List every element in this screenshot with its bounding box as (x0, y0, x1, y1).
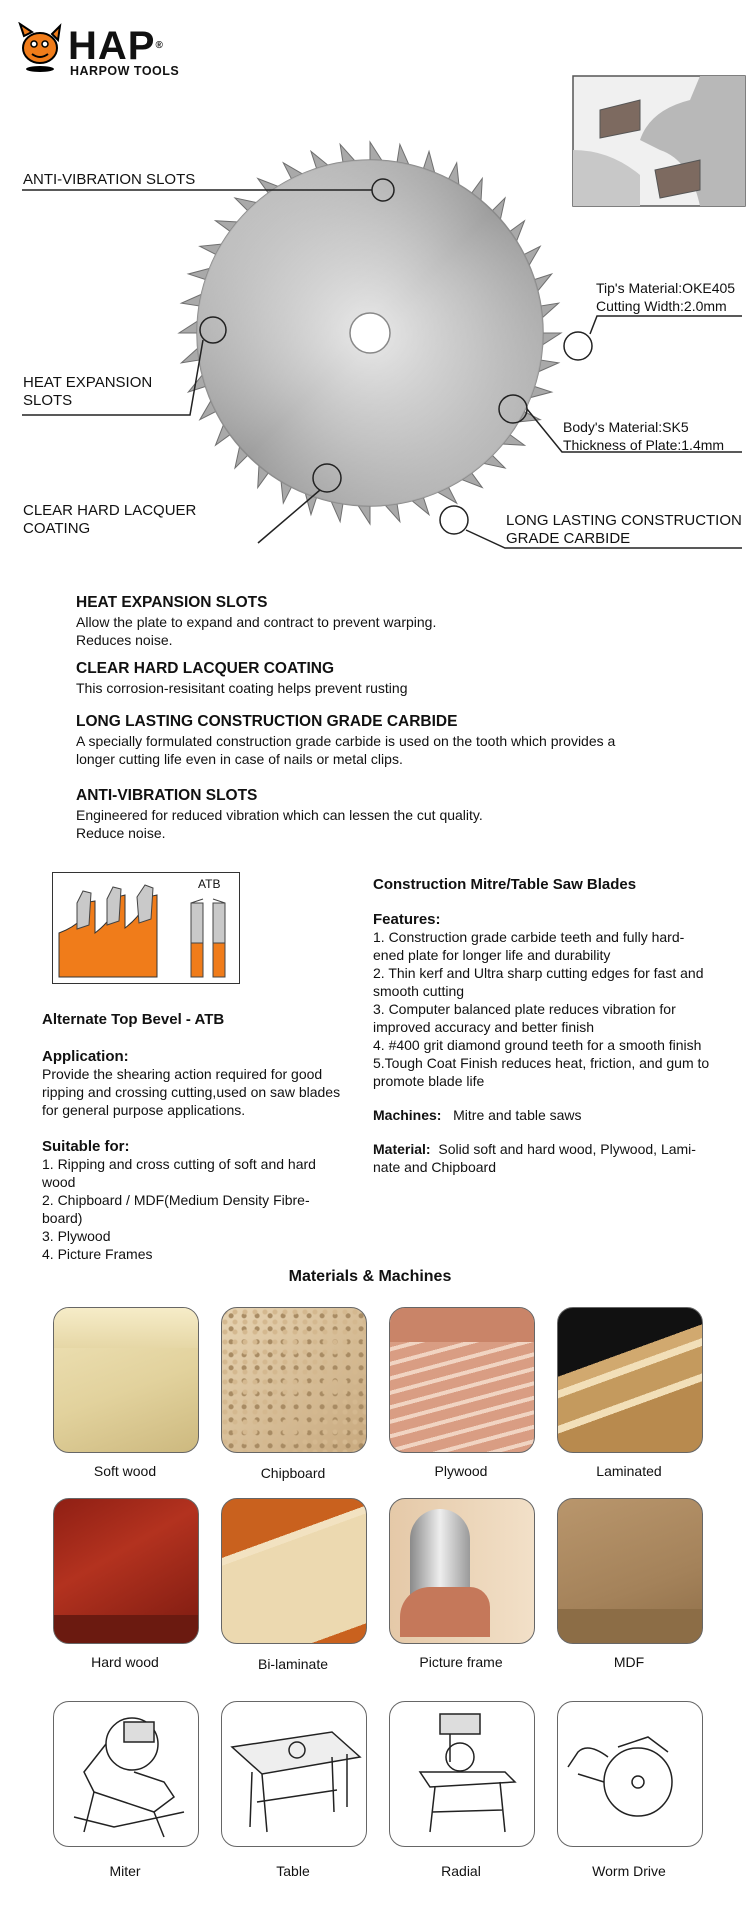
callout-body-material: Body's Material:SK5 Thickness of Plate:1.4mm (563, 419, 725, 453)
hard-wood-image (53, 1498, 199, 1644)
atb-label: ATB (198, 877, 221, 891)
machine-label-miter: Miter (109, 1863, 141, 1879)
application-heading: Application: (42, 1048, 129, 1065)
carbide-marker (440, 506, 468, 534)
callout-anti-vibration: ANTI-VIBRATION SLOTS (23, 171, 196, 188)
materials-section-title: Materials & Machines (288, 1268, 452, 1285)
table-saw-image (221, 1701, 367, 1847)
radial-saw-icon (390, 1702, 534, 1846)
mdf-image (557, 1498, 703, 1644)
plywood-image (389, 1307, 535, 1453)
atb-application: Application: Provide the shearing action required for good ripping and crossing cutting,used on saw blades for general purpose applications. (42, 1048, 372, 1119)
feature-anti-vibration: ANTI-VIBRATION SLOTS Engineered for reduced vibration which can lessen the cut quality. Reduce noise. (76, 787, 483, 841)
atb-title: Alternate Top Bevel - ATB (42, 1011, 225, 1028)
material-label-picture-frame: Picture frame (419, 1654, 503, 1670)
brand-name: HAP (68, 24, 156, 68)
material-label-soft-wood: Soft wood (93, 1463, 157, 1479)
feature-lacquer: CLEAR HARD LACQUER COATING This corrosion-resisitant coating helps prevent rusting (76, 660, 408, 696)
radial-saw-image (389, 1701, 535, 1847)
chipboard-image (221, 1307, 367, 1453)
material-label-mdf: MDF (613, 1654, 645, 1670)
features-heading: Features: (373, 911, 441, 928)
callout-heat-expansion: HEAT EXPANSION SLOTS (23, 374, 153, 409)
bi-laminate-image (221, 1498, 367, 1644)
material-label-hard-wood: Hard wood (91, 1654, 159, 1670)
tip-material-marker (564, 332, 592, 360)
material-label-bi-laminate: Bi-laminate (257, 1656, 329, 1672)
tooth-detail-inset (573, 76, 745, 206)
brand-tagline: HARPOW TOOLS (70, 64, 180, 78)
callout-lacquer: CLEAR HARD LACQUER COATING (23, 502, 197, 537)
feature-heat-expansion: HEAT EXPANSION SLOTS Allow the plate to expand and contract to prevent warping. Reduces noise. (76, 594, 437, 648)
product-title: Construction Mitre/Table Saw Blades (373, 876, 637, 893)
suitable-heading: Suitable for: (42, 1138, 130, 1155)
machine-label-table: Table (276, 1863, 310, 1879)
material-label-plywood: Plywood (434, 1463, 488, 1479)
miter-saw-icon (54, 1702, 198, 1846)
material-label-laminated: Laminated (596, 1463, 662, 1479)
callout-tip-material: Tip's Material:OKE405 Cutting Width:2.0mm (596, 280, 736, 314)
material-line: Material: Solid soft and hard wood, Plywood, Lami- (373, 1141, 696, 1157)
worm-drive-saw-icon (558, 1702, 702, 1846)
picture-frame-image (389, 1498, 535, 1644)
miter-saw-image (53, 1701, 199, 1847)
product-info: Construction Mitre/Table Saw Blades Features: 1. Construction grade carbide teeth and fully hard- ened plate for longer life and durability 2. Thin kerf and Ultra sharp cutting edges for fast and smooth cutting 3. Computer balanced plate reduces vibration for improved accuracy and better finish 4. #400 grit diamond ground teeth for a smooth finish 5.Tough Coat Finish reduces heat, friction, and gum to promote blade life Machines: Mitre and table saws Material: Solid soft and hard wood, Plywood, Lami- nate and Chipboard (373, 876, 743, 1176)
machine-label-worm-drive: Worm Drive (592, 1863, 666, 1879)
atb-suitable-for: Suitable for: 1. Ripping and cross cutting of soft and hard wood 2. Chipboard / MDF(Medium Density Fibre- board) 3. Plywood 4. Picture Frames (42, 1138, 372, 1263)
table-saw-icon (222, 1702, 366, 1846)
worm-drive-saw-image (557, 1701, 703, 1847)
soft-wood-image (53, 1307, 199, 1453)
atb-diagram (52, 872, 240, 984)
machine-label-radial: Radial (441, 1863, 481, 1879)
material-label-chipboard: Chipboard (260, 1465, 326, 1481)
registered-mark: ® (155, 40, 164, 51)
machines-line: Machines: Mitre and table saws (373, 1107, 582, 1123)
feature-carbide: LONG LASTING CONSTRUCTION GRADE CARBIDE A specially formulated construction grade carbide is used on the tooth which provides a longer cutting life even in case of nails or metal clips. (76, 713, 616, 767)
callout-carbide: LONG LASTING CONSTRUCTION GRADE CARBIDE (506, 512, 742, 547)
saw-blade (179, 142, 561, 524)
laminated-image (557, 1307, 703, 1453)
